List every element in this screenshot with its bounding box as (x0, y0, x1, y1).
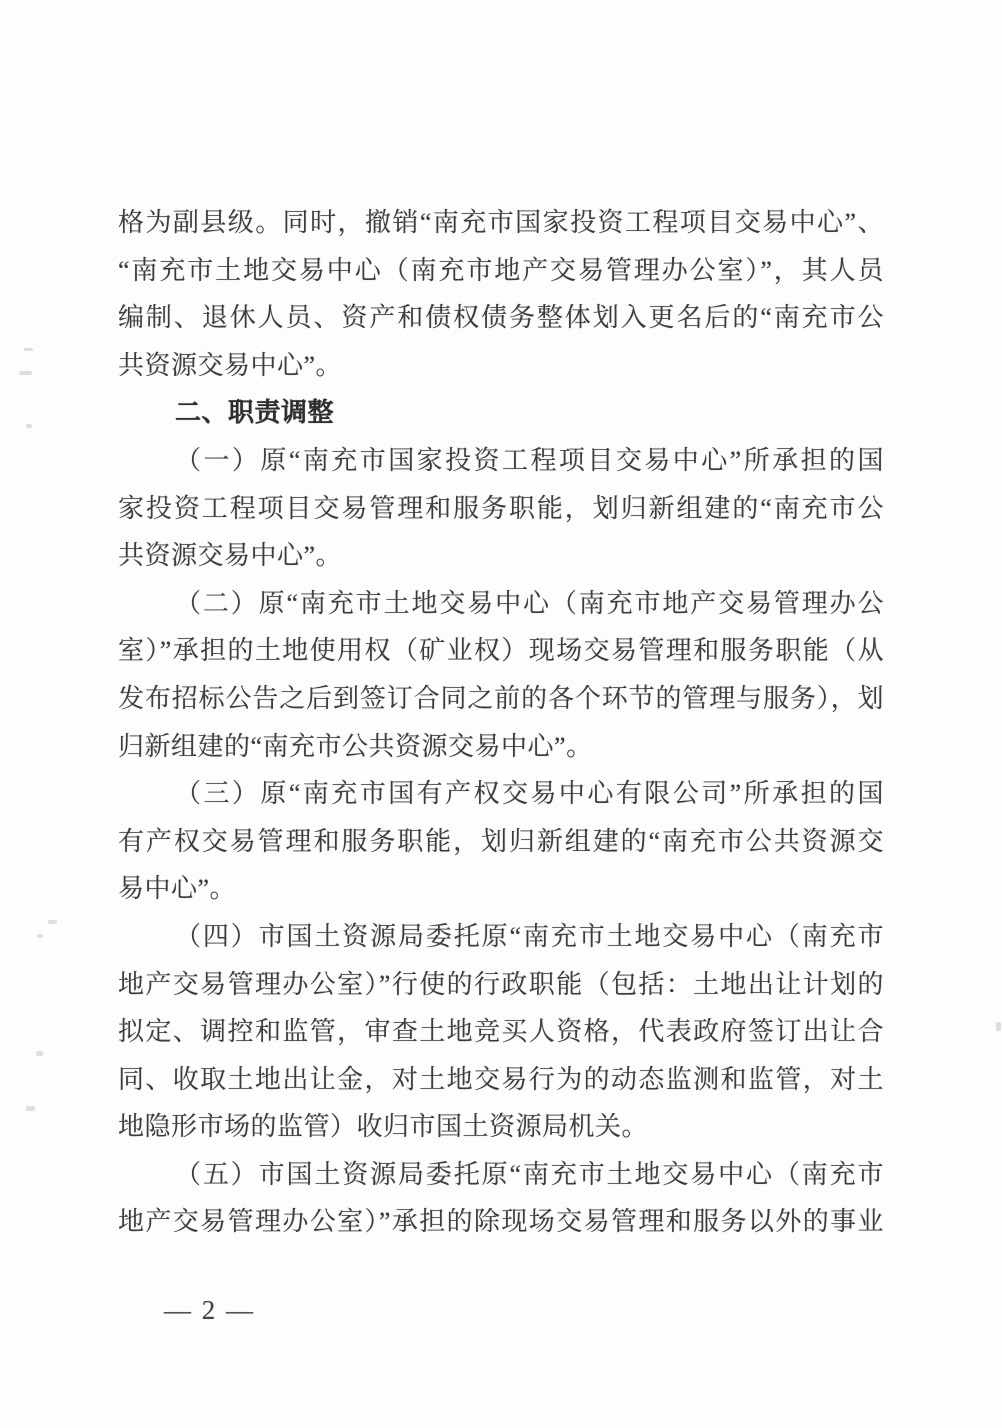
text-line: 有产权交易管理和服务职能，划归新组建的“南充市公共资源交 (118, 826, 884, 856)
text-line: 易中心”。 (118, 874, 237, 904)
scan-artifact (26, 1106, 35, 1111)
text-line: 编制、退休人员、资产和债权债务整体划入更名后的“南充市公 (118, 303, 884, 333)
paragraph-first-line: （三）原“南充市国有产权交易中心有限公司”所承担的国 (175, 779, 884, 809)
scan-artifact (36, 1051, 43, 1056)
scan-artifact (996, 1022, 1001, 1031)
paragraph-first-line: （二）原“南充市土地交易中心（南充市地产交易管理办公 (175, 588, 884, 618)
text-line: 共资源交易中心”。 (118, 541, 343, 571)
scan-artifact (26, 424, 32, 428)
section-heading: 二、职责调整 (175, 398, 335, 428)
text-line: 格为副县级。同时，撤销“南充市国家投资工程项目交易中心”、 (118, 208, 884, 237)
text-line: 室）”承担的土地使用权（矿业权）现场交易管理和服务职能（从 (118, 636, 884, 666)
text-line: 地产交易管理办公室）”行使的行政职能（包括：土地出让计划的 (118, 969, 884, 999)
text-line: “南充市土地交易中心（南充市地产交易管理办公室）”，其人员 (118, 255, 884, 285)
text-line: 共资源交易中心”。 (118, 350, 343, 380)
scan-artifact (48, 920, 57, 924)
text-line: 发布招标公告之后到签订合同之前的各个环节的管理与服务），划 (118, 683, 884, 713)
scan-artifact (24, 348, 33, 351)
scan-artifact (37, 934, 43, 938)
paragraph-first-line: （五）市国土资源局委托原“南充市土地交易中心（南充市 (175, 1159, 884, 1189)
text-line: 归新组建的“南充市公共资源交易中心”。 (118, 731, 593, 761)
text-line: 同、收取土地出让金，对土地交易行为的动态监测和监管，对土 (118, 1064, 884, 1094)
paragraph-first-line: （四）市国土资源局委托原“南充市土地交易中心（南充市 (175, 921, 884, 951)
text-line: 家投资工程项目交易管理和服务职能，划归新组建的“南充市公 (118, 493, 884, 523)
text-line: 地产交易管理办公室）”承担的除现场交易管理和服务以外的事业 (118, 1207, 884, 1237)
text-line: 地隐形市场的监管）收归市国土资源局机关。 (118, 1112, 649, 1142)
paragraph-first-line: （一）原“南充市国家投资工程项目交易中心”所承担的国 (175, 445, 884, 475)
text-line: 拟定、调控和监管，审查土地竞买人资格，代表政府签订出让合 (118, 1017, 884, 1047)
scan-artifact (19, 371, 32, 375)
document-body (118, 199, 884, 1246)
page-number: — 2 — (164, 1295, 255, 1325)
